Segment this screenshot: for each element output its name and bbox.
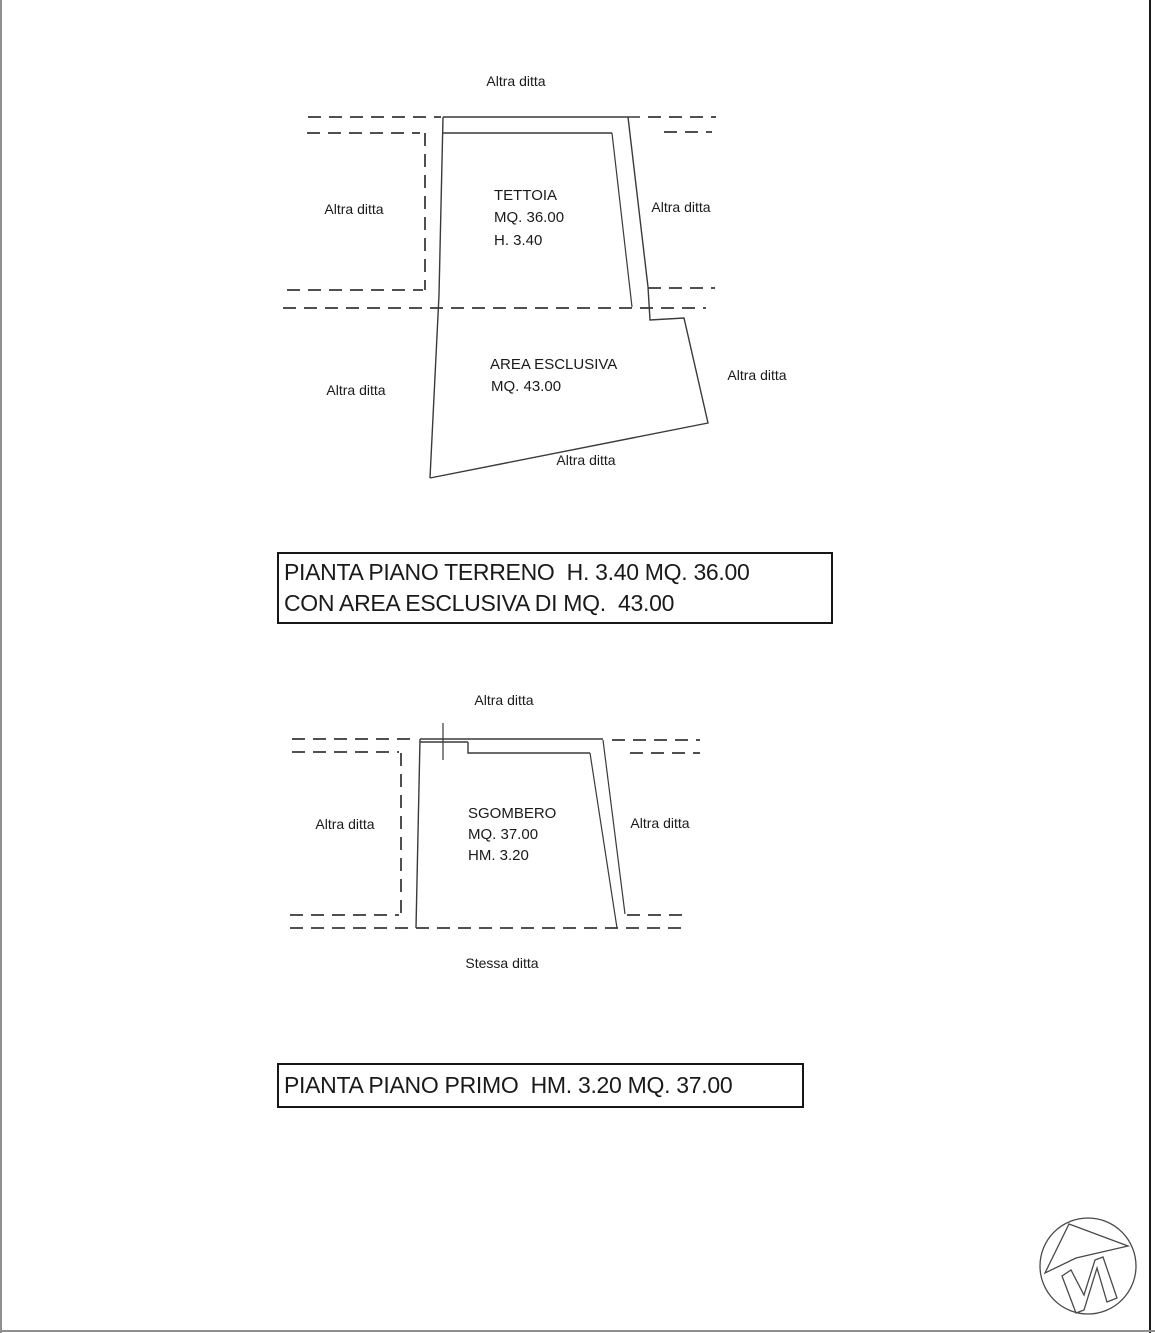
plan1-neighbor-label-right-lower: Altra ditta: [727, 367, 787, 383]
plan1-neighbor-label-left-lower: Altra ditta: [326, 382, 386, 398]
room-label-sgombero-height: HM. 3.20: [468, 847, 529, 864]
room-label-area-esclusiva-area: MQ. 43.00: [491, 378, 562, 395]
caption-box-first-floor: [277, 1063, 804, 1108]
caption-ground-floor-line2: CON AREA ESCLUSIVA DI MQ. 43.00: [284, 590, 675, 616]
north-arrow-icon: [1040, 1218, 1136, 1314]
plan2-neighbor-label-top: Altra ditta: [474, 692, 534, 708]
plan2-neighbor-label-left: Altra ditta: [315, 816, 375, 832]
room-label-tettoia-name: TETTOIA: [494, 187, 558, 204]
plan1-neighbor-label-right-upper: Altra ditta: [651, 199, 711, 215]
caption-box-ground-floor: [277, 552, 833, 624]
room-label-sgombero-name: SGOMBERO: [468, 805, 557, 822]
room-label-sgombero-area: MQ. 37.00: [468, 826, 539, 843]
plan2-neighbor-label-bottom: Stessa ditta: [465, 955, 539, 971]
room-label-tettoia-area: MQ. 36.00: [494, 209, 565, 226]
plan2-neighbor-label-right: Altra ditta: [630, 815, 690, 831]
plan1-neighbor-label-left-upper: Altra ditta: [324, 201, 384, 217]
caption-ground-floor-line1: PIANTA PIANO TERRENO H. 3.40 MQ. 36.00: [284, 559, 750, 585]
plan1-neighbor-label-top: Altra ditta: [486, 73, 546, 89]
plan1-neighbor-label-bottom: Altra ditta: [556, 452, 616, 468]
room-label-area-esclusiva-name: AREA ESCLUSIVA: [490, 356, 618, 373]
plan1-ground-floor-outline: [283, 117, 716, 478]
caption-first-floor: PIANTA PIANO PRIMO HM. 3.20 MQ. 37.00: [284, 1072, 733, 1098]
room-label-tettoia-height: H. 3.40: [494, 232, 543, 249]
